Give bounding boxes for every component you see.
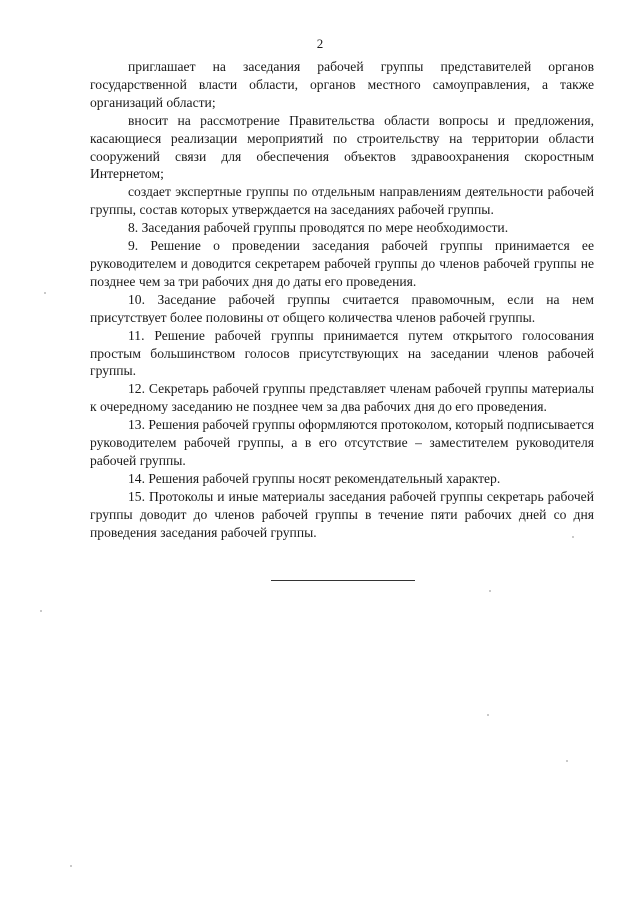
scan-speck [489, 590, 491, 592]
scan-speck [487, 714, 489, 716]
paragraph-expert-groups: создает экспертные группы по отдельным направлениям деятельности рабочей группы, состав которых утверждается на заседаниях рабочей группы. [90, 184, 594, 218]
page-number: 2 [316, 36, 324, 51]
paragraph-submit-proposals: вносит на рассмотрение Правительства области вопросы и предложения, касающиеся реализации мероприятий по строительству на территории области сооружений связи для обеспечения объектов здравоохранения скоростным Интернетом; [90, 112, 594, 182]
scan-speck [572, 536, 574, 538]
document-body [90, 58, 594, 541]
scan-speck [40, 610, 42, 612]
paragraph-item-13: 13. Решения рабочей группы оформляются протоколом, который подписывается руководителем рабочей группы, а в его отсутствие – заместителем руководителя рабочей группы. [90, 417, 594, 468]
scan-speck [70, 865, 72, 867]
end-divider [271, 580, 415, 581]
paragraph-item-8: 8. Заседания рабочей группы проводятся по мере необходимости. [128, 220, 509, 236]
scan-speck [44, 292, 46, 294]
scan-speck [566, 760, 568, 762]
paragraph-item-11: 11. Решение рабочей группы принимается путем открытого голосования простым большинством голосов присутствующих на заседании членов рабочей группы. [90, 327, 594, 379]
paragraph-item-10: 10. Заседание рабочей группы считается правомочным, если на нем присутствует более половины от общего количества членов рабочей группы. [90, 291, 594, 325]
paragraph-item-12: 12. Секретарь рабочей группы представляет членам рабочей группы материалы к очередному заседанию не позднее чем за два рабочих дня до его проведения. [90, 381, 594, 415]
paragraph-invite-representatives: приглашает на заседания рабочей группы представителей органов государственной власти области, органов местного самоуправления, а также организаций области; [90, 59, 594, 110]
paragraph-item-14: 14. Решения рабочей группы носят рекомендательный характер. [128, 470, 501, 486]
paragraph-item-15: 15. Протоколы и иные материалы заседания рабочей группы секретарь рабочей группы доводит до членов рабочей группы в течение пяти рабочих дней со дня проведения заседания рабочей группы. [90, 488, 594, 540]
paragraph-item-9: 9. Решение о проведении заседания рабочей группы принимается ее руководителем и доводится секретарем рабочей группы до членов рабочей группы не позднее чем за три рабочих дня до даты его проведения. [90, 238, 594, 289]
